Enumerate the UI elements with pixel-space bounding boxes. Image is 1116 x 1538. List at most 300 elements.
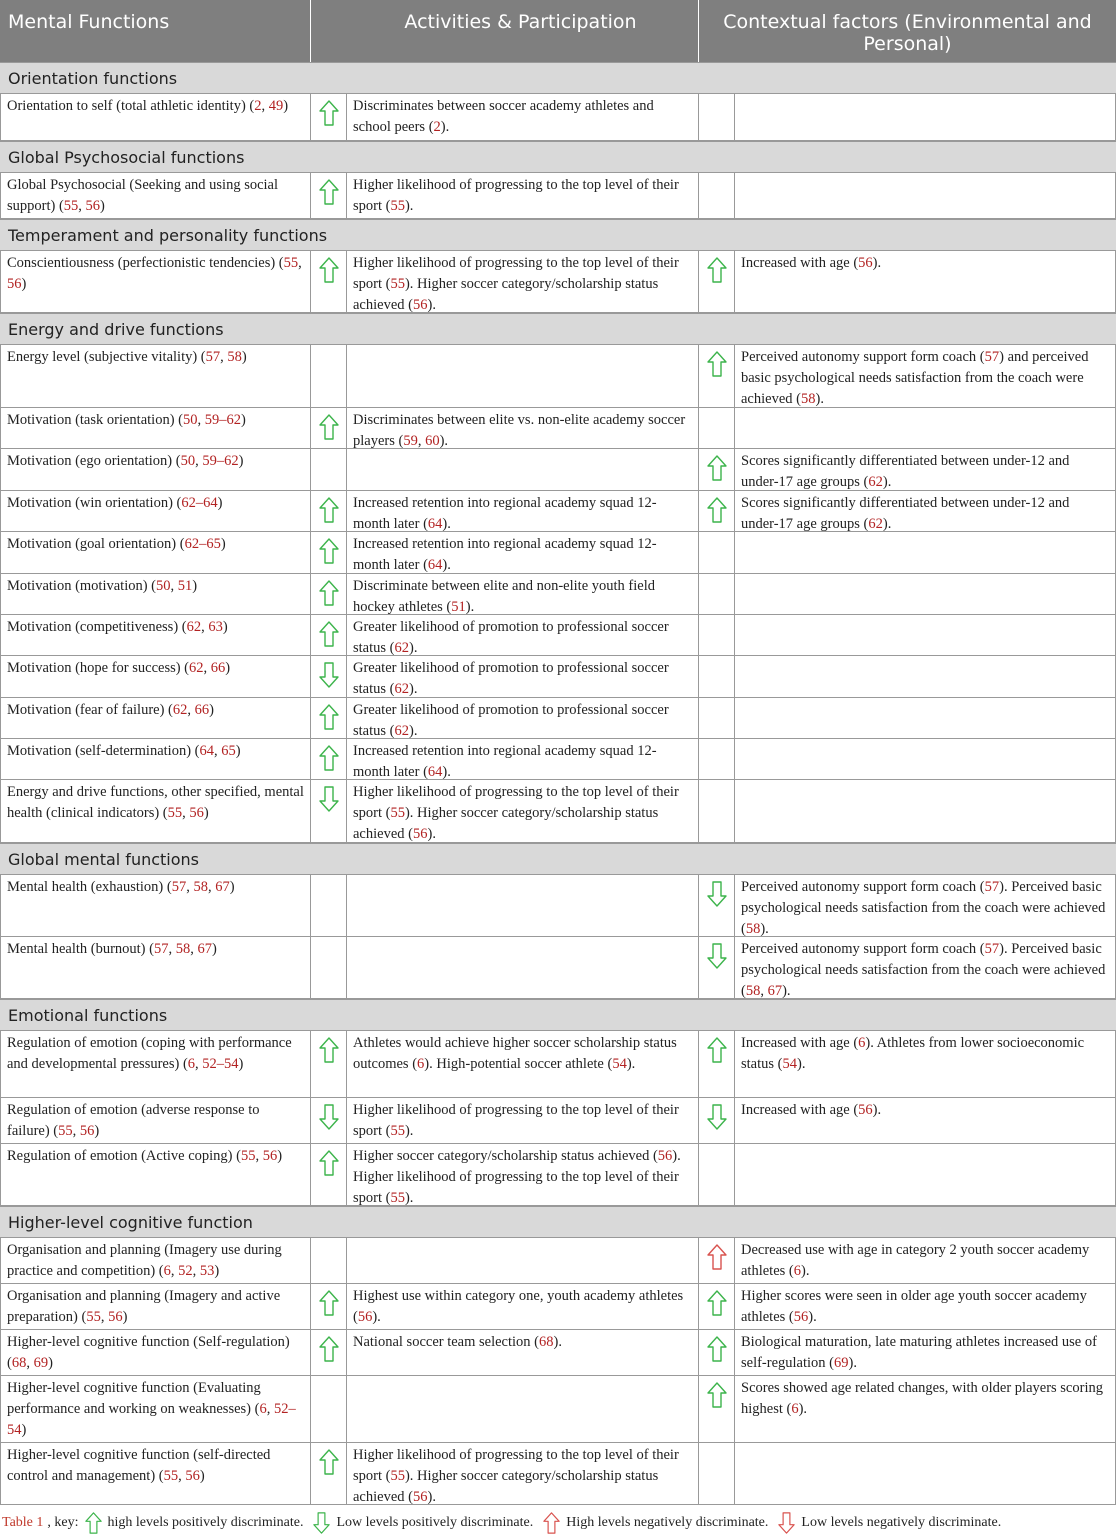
reference-link[interactable]: 60 — [425, 433, 440, 449]
cf-indicator-cell — [699, 408, 735, 449]
text-run: , — [168, 941, 176, 957]
ap-indicator-cell — [311, 173, 347, 219]
text-run: ). — [848, 1355, 857, 1371]
text-run: ). — [465, 599, 475, 615]
text-run: Higher soccer category/scholarship status achieved ( — [353, 1148, 658, 1164]
reference-link[interactable]: 63 — [208, 619, 223, 635]
table-label: Table 1 — [2, 1515, 44, 1530]
text-run: , — [213, 743, 222, 759]
text-run: ). — [427, 297, 436, 313]
text-run: ) — [199, 1468, 205, 1484]
reference-link[interactable]: 59–62 — [202, 453, 239, 469]
table-row — [0, 1284, 1116, 1330]
reference-link[interactable]: 59 — [403, 433, 418, 449]
contextual-cell — [735, 408, 1116, 449]
text-run: ). — [404, 198, 414, 214]
reference-link[interactable]: 55 — [390, 805, 405, 821]
text-run: Discriminates between soccer academy athletes and school peers ( — [353, 98, 654, 135]
reference-link[interactable]: 64 — [427, 557, 443, 573]
activities-cell — [347, 94, 699, 141]
text-run: Increased with age ( — [741, 1035, 859, 1051]
ap-indicator-cell — [311, 1376, 347, 1443]
text-run: Motivation (goal orientation) ( — [7, 536, 185, 552]
reference-link[interactable]: 67 — [767, 983, 783, 999]
ap-indicator-cell — [311, 94, 347, 141]
up-arrow-green-icon — [707, 257, 727, 283]
reference-link[interactable]: 58 — [227, 349, 242, 365]
reference-link[interactable]: 58 — [800, 391, 816, 407]
text-run: Motivation (competitiveness) ( — [7, 619, 187, 635]
cf-indicator-cell — [699, 1284, 735, 1330]
text-run: Increased with age ( — [741, 255, 859, 271]
reference-link[interactable]: 55 — [390, 1123, 405, 1139]
text-run: ) — [283, 98, 289, 114]
ap-indicator-cell — [311, 656, 347, 698]
text-run: ) — [209, 702, 214, 718]
text-run: , — [78, 198, 86, 214]
table-row — [0, 1330, 1116, 1376]
reference-link[interactable]: 67 — [197, 941, 212, 957]
text-run: ). — [408, 723, 418, 739]
key-item — [778, 1512, 1001, 1534]
reference-link[interactable]: 56 — [79, 1123, 95, 1139]
reference-link[interactable]: 55 — [390, 276, 405, 292]
activities-cell — [347, 1284, 699, 1330]
text-run: ) — [48, 1355, 53, 1371]
key-item — [85, 1512, 304, 1534]
reference-link[interactable]: 69 — [834, 1355, 849, 1371]
text-run: Organisation and planning (Imagery use during practice and competition) ( — [7, 1242, 282, 1279]
text-run: ) — [220, 536, 226, 552]
text-run: ). — [427, 1489, 436, 1505]
reference-link[interactable]: 49 — [268, 98, 284, 114]
reference-link[interactable]: 56 — [858, 1102, 873, 1118]
table-row — [0, 1031, 1116, 1098]
reference-link[interactable]: 57 — [984, 941, 1000, 957]
text-run: Organisation and planning (Imagery and active preparation) ( — [7, 1288, 281, 1325]
reference-link[interactable]: 56 — [85, 198, 101, 214]
table-row — [0, 780, 1116, 843]
ap-indicator-cell — [311, 615, 347, 656]
cf-indicator-cell — [699, 173, 735, 219]
contextual-cell — [735, 251, 1116, 313]
text-run: Highest use within category one, youth academy athletes ( — [353, 1288, 684, 1325]
reference-link[interactable]: 62 — [172, 702, 188, 718]
reference-link[interactable]: 66 — [210, 660, 226, 676]
reference-link[interactable]: 56 — [858, 255, 873, 271]
reference-link[interactable]: 58 — [175, 941, 191, 957]
activities-cell — [347, 615, 699, 656]
up-arrow-green-icon — [319, 538, 339, 564]
reference-link[interactable]: 55 — [240, 1148, 256, 1164]
contextual-cell — [735, 1098, 1116, 1144]
contextual-cell — [735, 1376, 1116, 1443]
text-run: ) — [222, 619, 228, 635]
reference-link[interactable]: 50 — [182, 412, 198, 428]
reference-link[interactable]: 2 — [254, 98, 262, 114]
text-run: Mental health (burnout) ( — [7, 941, 154, 957]
function-cell — [0, 875, 311, 937]
table-row — [0, 1098, 1116, 1144]
text-run: ). Perceived basic psychological needs satisfaction from the coach were achieved ( — [741, 879, 1106, 937]
text-run: Biological maturation, late maturing athletes increased use of self-regulation ( — [741, 1334, 1097, 1371]
table-row — [0, 1376, 1116, 1443]
text-run: ). — [404, 1123, 414, 1139]
activities-cell — [347, 1031, 699, 1098]
text-run: , — [195, 1056, 203, 1072]
reference-link[interactable]: 52 — [178, 1263, 193, 1279]
table-row — [0, 875, 1116, 937]
section-heading: Energy and drive functions — [0, 313, 1116, 345]
text-run: Higher-level cognitive function (self-directed control and management) ( — [7, 1447, 271, 1484]
text-run: ) — [21, 276, 27, 292]
function-cell — [0, 780, 311, 843]
ap-indicator-cell — [311, 1031, 347, 1098]
reference-link[interactable]: 55 — [58, 1123, 73, 1139]
text-run: , — [170, 578, 178, 594]
reference-link[interactable]: 6 — [793, 1263, 801, 1279]
table-row — [0, 449, 1116, 491]
text-run: Perceived autonomy support form coach ( — [741, 879, 985, 895]
up-arrow-green-icon — [319, 621, 339, 647]
text-run: Orientation to self (total athletic identity) ( — [7, 98, 255, 114]
reference-link[interactable]: 2 — [433, 119, 441, 135]
contextual-cell — [735, 937, 1116, 999]
cf-indicator-cell — [699, 1443, 735, 1505]
reference-link[interactable]: 56 — [657, 1148, 673, 1164]
text-run: Motivation (motivation) ( — [7, 578, 157, 594]
activities-cell — [347, 1238, 699, 1284]
ap-indicator-cell — [311, 1443, 347, 1505]
function-cell — [0, 251, 311, 313]
reference-link[interactable]: 64 — [427, 516, 443, 532]
cf-indicator-cell — [699, 1098, 735, 1144]
down-arrow-green-icon — [707, 881, 727, 907]
text-run: ) — [241, 349, 247, 365]
cf-indicator-cell — [699, 656, 735, 698]
reference-link[interactable]: 67 — [215, 879, 230, 895]
text-run: ). — [872, 1102, 882, 1118]
reference-link[interactable]: 57 — [153, 941, 169, 957]
table-row — [0, 408, 1116, 449]
reference-link[interactable]: 50 — [180, 453, 196, 469]
activities-cell — [347, 574, 699, 615]
reference-link[interactable]: 55 — [86, 1309, 101, 1325]
up-arrow-green-icon — [319, 414, 339, 440]
reference-link[interactable]: 56 — [357, 1309, 373, 1325]
up-arrow-green-icon — [707, 1290, 727, 1316]
reference-link[interactable]: 55 — [167, 805, 183, 821]
table-row — [0, 1238, 1116, 1284]
reference-link[interactable]: 6 — [187, 1056, 196, 1072]
reference-link[interactable]: 6 — [259, 1401, 267, 1417]
text-run: Motivation (fear of failure) ( — [7, 702, 173, 718]
activities-cell — [347, 532, 699, 574]
section-heading: Global Psychosocial functions — [0, 141, 1116, 173]
text-run: ) — [100, 198, 105, 214]
activities-cell — [347, 698, 699, 739]
text-run: Motivation (win orientation) ( — [7, 495, 182, 511]
text-run: ). — [882, 474, 892, 490]
cf-indicator-cell — [699, 449, 735, 491]
reference-link[interactable]: 55 — [63, 198, 79, 214]
reference-link[interactable]: 58 — [745, 921, 761, 937]
text-run: , — [255, 1148, 263, 1164]
contextual-cell — [735, 1031, 1116, 1098]
reference-link[interactable]: 56 — [262, 1148, 278, 1164]
down-arrow-green-icon — [319, 786, 339, 812]
reference-link[interactable]: 68 — [11, 1355, 27, 1371]
up-arrow-green-icon — [319, 745, 339, 771]
reference-link[interactable]: 55 — [390, 1468, 405, 1484]
contextual-cell — [735, 1330, 1116, 1376]
text-run: ). — [408, 681, 418, 697]
up-arrow-green-icon — [707, 351, 727, 377]
text-run: ) — [277, 1148, 283, 1164]
up-arrow-green-icon — [707, 455, 727, 481]
function-cell — [0, 1330, 311, 1376]
text-run: ). — [404, 1190, 414, 1206]
text-run: Perceived autonomy support form coach ( — [741, 941, 985, 957]
contextual-cell — [735, 532, 1116, 574]
reference-link[interactable]: 56 — [412, 826, 428, 842]
reference-link[interactable]: 55 — [283, 255, 299, 271]
text-run: , — [220, 349, 228, 365]
function-cell — [0, 345, 311, 408]
text-run: ) — [203, 805, 209, 821]
cf-indicator-cell — [699, 1376, 735, 1443]
ap-indicator-cell — [311, 449, 347, 491]
text-run: ) — [94, 1123, 100, 1139]
reference-link[interactable]: 51 — [177, 578, 193, 594]
reference-link[interactable]: 64 — [427, 764, 443, 780]
text-run: , — [192, 1263, 200, 1279]
activities-cell — [347, 875, 699, 937]
section-heading: Emotional functions — [0, 999, 1116, 1031]
text-run: Motivation (hope for success) ( — [7, 660, 190, 676]
key-item — [543, 1512, 768, 1534]
activities-cell — [347, 780, 699, 843]
reference-link[interactable]: 53 — [199, 1263, 215, 1279]
text-run: Discriminate between elite and non-elite youth field hockey athletes ( — [353, 578, 655, 615]
reference-link[interactable]: 65 — [221, 743, 236, 759]
text-run: ). — [882, 516, 892, 532]
reference-link[interactable]: 55 — [390, 198, 405, 214]
reference-link[interactable]: 54 — [782, 1056, 797, 1072]
text-run: ) — [238, 453, 244, 469]
reference-link[interactable]: 56 — [7, 276, 22, 292]
text-run: ). — [815, 391, 824, 407]
ap-indicator-cell — [311, 251, 347, 313]
table-row — [0, 656, 1116, 698]
down-arrow-red-icon — [778, 1512, 795, 1534]
cf-indicator-cell — [699, 739, 735, 780]
reference-link[interactable]: 69 — [33, 1355, 49, 1371]
key-text: Low levels negatively discriminate. — [801, 1515, 1002, 1530]
reference-link[interactable]: 62 — [186, 619, 202, 635]
ap-indicator-cell — [311, 739, 347, 780]
reference-link[interactable]: 56 — [793, 1309, 809, 1325]
reference-link[interactable]: 6 — [163, 1263, 171, 1279]
up-arrow-green-icon — [319, 1336, 339, 1362]
text-run: Mental health (exhaustion) ( — [7, 879, 172, 895]
up-arrow-green-icon — [707, 497, 727, 523]
ap-indicator-cell — [311, 875, 347, 937]
text-run: Greater likelihood of promotion to professional soccer status ( — [353, 702, 669, 739]
reference-link[interactable]: 56 — [412, 1489, 428, 1505]
reference-link[interactable]: 68 — [539, 1334, 554, 1350]
cf-indicator-cell — [699, 1144, 735, 1206]
function-cell — [0, 1238, 311, 1284]
table-row — [0, 937, 1116, 999]
reference-link[interactable]: 57 — [984, 879, 1000, 895]
reference-link[interactable]: 50 — [156, 578, 171, 594]
function-cell — [0, 94, 311, 141]
reference-link[interactable]: 62 — [394, 681, 409, 697]
up-arrow-green-icon — [707, 1336, 727, 1362]
ap-indicator-cell — [311, 698, 347, 739]
ap-indicator-cell — [311, 491, 347, 532]
activities-cell — [347, 937, 699, 999]
reference-link[interactable]: 56 — [412, 297, 428, 313]
down-arrow-green-icon — [707, 943, 727, 969]
table-row — [0, 615, 1116, 656]
reference-link[interactable]: 62 — [189, 660, 204, 676]
activities-cell — [347, 656, 699, 698]
text-run: Athletes would achieve higher soccer scholarship status outcomes ( — [353, 1035, 677, 1072]
text-run: , — [26, 1355, 34, 1371]
table-row — [0, 345, 1116, 408]
contextual-cell — [735, 1443, 1116, 1505]
contextual-cell — [735, 875, 1116, 937]
header-mental-functions: Mental Functions — [0, 0, 311, 62]
up-arrow-green-icon — [319, 1290, 339, 1316]
reference-link[interactable]: 62–64 — [181, 495, 218, 511]
text-run: ). — [408, 640, 418, 656]
cf-indicator-cell — [699, 574, 735, 615]
reference-link[interactable]: 57 — [171, 879, 187, 895]
text-run: ). Higher soccer category/scholarship status achieved ( — [353, 1468, 659, 1505]
reference-link[interactable]: 58 — [193, 879, 208, 895]
reference-link[interactable]: 55 — [390, 1190, 405, 1206]
reference-link[interactable]: 56 — [108, 1309, 123, 1325]
text-run: Global Psychosocial (Seeking and using social support) ( — [7, 177, 279, 214]
reference-link[interactable]: 51 — [451, 599, 466, 615]
text-run: ) — [192, 578, 198, 594]
text-run: Higher-level cognitive function (Evaluating performance and working on weaknesses) ( — [7, 1380, 261, 1417]
text-run: ). — [372, 1309, 381, 1325]
reference-link[interactable]: 52–54 — [7, 1401, 296, 1438]
up-arrow-green-icon — [319, 257, 339, 283]
reference-link[interactable]: 58 — [745, 983, 761, 999]
ap-indicator-cell — [311, 1144, 347, 1206]
text-run: , — [170, 1263, 179, 1279]
reference-link[interactable]: 64 — [199, 743, 214, 759]
reference-link[interactable]: 59–62 — [204, 412, 241, 428]
reference-link[interactable]: 57 — [984, 349, 1000, 365]
contextual-cell — [735, 94, 1116, 141]
reference-link[interactable]: 56 — [185, 1468, 200, 1484]
text-run: Regulation of emotion (adverse response to failure) ( — [7, 1102, 260, 1139]
text-run: , — [72, 1123, 80, 1139]
function-cell — [0, 574, 311, 615]
reference-link[interactable]: 66 — [194, 702, 210, 718]
table-header — [0, 0, 1116, 62]
up-arrow-green-icon — [319, 497, 339, 523]
text-run: , — [195, 453, 203, 469]
table-key — [0, 1508, 1116, 1538]
table-row — [0, 1144, 1116, 1206]
text-run: , — [203, 660, 211, 676]
text-run: ) — [225, 660, 231, 676]
text-run: ). — [439, 433, 449, 449]
down-arrow-green-icon — [707, 1104, 727, 1130]
reference-link[interactable]: 54 — [612, 1056, 627, 1072]
down-arrow-green-icon — [319, 662, 339, 688]
text-run: ) — [240, 412, 246, 428]
function-cell — [0, 1144, 311, 1206]
text-run: ) — [238, 1056, 244, 1072]
up-arrow-green-icon — [319, 704, 339, 730]
up-arrow-green-icon — [319, 100, 339, 126]
reference-link[interactable]: 62–65 — [184, 536, 221, 552]
cf-indicator-cell — [699, 615, 735, 656]
reference-link[interactable]: 62 — [394, 640, 409, 656]
activities-cell — [347, 1376, 699, 1443]
cf-indicator-cell — [699, 532, 735, 574]
text-run: ). — [782, 983, 791, 999]
function-cell — [0, 1098, 311, 1144]
section-heading: Higher-level cognitive function — [0, 1206, 1116, 1238]
text-run: , — [187, 702, 195, 718]
function-cell — [0, 1284, 311, 1330]
up-arrow-green-icon — [319, 580, 339, 606]
reference-link[interactable]: 56 — [189, 805, 204, 821]
up-arrow-red-icon — [707, 1244, 727, 1270]
text-run: Regulation of emotion (coping with performance and developmental pressures) ( — [7, 1035, 292, 1072]
reference-link[interactable]: 6 — [858, 1035, 866, 1051]
reference-link[interactable]: 62 — [868, 516, 883, 532]
reference-link[interactable]: 6 — [417, 1056, 425, 1072]
function-cell — [0, 532, 311, 574]
contextual-cell — [735, 698, 1116, 739]
reference-link[interactable]: 55 — [163, 1468, 179, 1484]
contextual-cell — [735, 491, 1116, 532]
reference-link[interactable]: 62 — [868, 474, 883, 490]
reference-link[interactable]: 57 — [205, 349, 221, 365]
text-run: Higher likelihood of progressing to the top level of their sport ( — [353, 177, 679, 214]
text-run: , — [100, 1309, 109, 1325]
text-run: Higher likelihood of progressing to the top level of their sport ( — [353, 1102, 679, 1139]
text-run: ) — [229, 879, 235, 895]
reference-link[interactable]: 52–54 — [202, 1056, 239, 1072]
key-prefix: , key: — [47, 1515, 79, 1530]
reference-link[interactable]: 6 — [791, 1401, 799, 1417]
function-cell — [0, 937, 311, 999]
reference-link[interactable]: 62 — [394, 723, 409, 739]
text-run: Scores showed age related changes, with older players scoring highest ( — [741, 1380, 1103, 1417]
section-heading: Orientation functions — [0, 62, 1116, 94]
activities-cell — [347, 1144, 699, 1206]
text-run: ) — [21, 1422, 27, 1438]
text-run: ). — [440, 119, 450, 135]
activities-cell — [347, 1443, 699, 1505]
table-row — [0, 698, 1116, 739]
up-arrow-green-icon — [319, 179, 339, 205]
text-run: , — [197, 412, 205, 428]
up-arrow-green-icon — [85, 1512, 102, 1534]
down-arrow-green-icon — [313, 1512, 330, 1534]
